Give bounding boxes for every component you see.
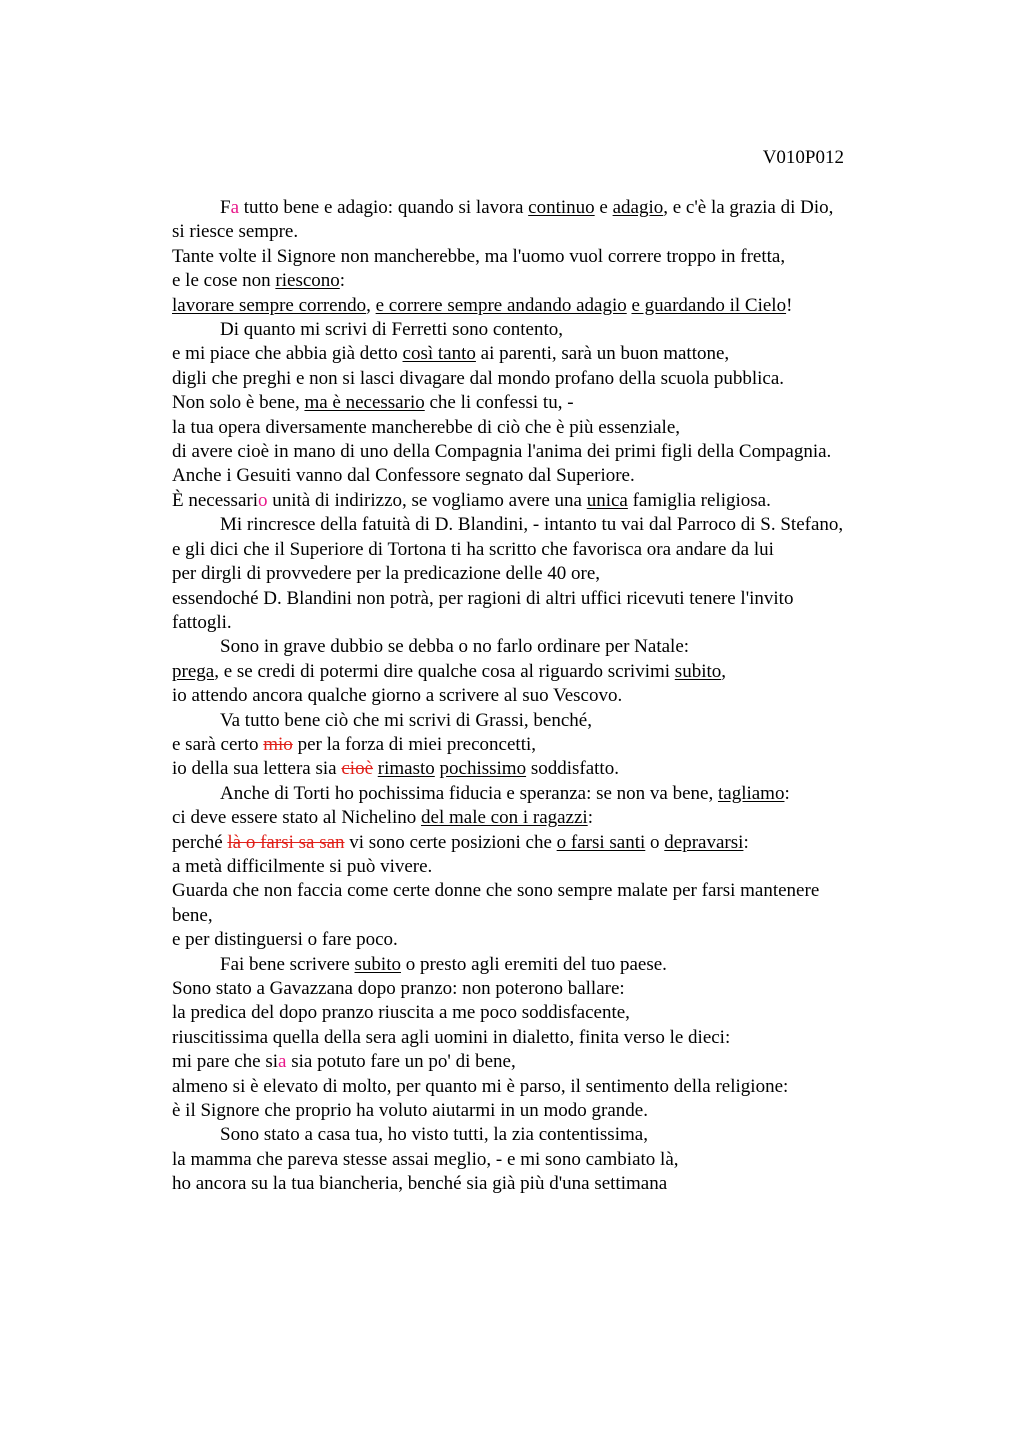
text-line: è il Signore che proprio ha voluto aiutarmi in un modo grande. bbox=[172, 1100, 648, 1122]
text-line: bene, bbox=[172, 904, 213, 926]
text-line: digli che preghi e non si lasci divagare dal mondo profano della scuola pubblica. bbox=[172, 367, 785, 389]
text-line: Sono stato a casa tua, ho visto tutti, la zia contentissima, bbox=[220, 1124, 648, 1146]
text-line: prega, e se credi di potermi dire qualche cosa al riguardo scrivimi subito, bbox=[172, 660, 726, 682]
text-line: e le cose non riescono: bbox=[172, 270, 346, 292]
text-line: a metà difficilmente si può vivere. bbox=[172, 855, 433, 877]
text-line: ci deve essere stato al Nichelino del male con i ragazzi: bbox=[172, 807, 593, 829]
text-line: la mamma che pareva stesse assai meglio, - e mi sono cambiato là, bbox=[172, 1148, 679, 1170]
text-line: Tante volte il Signore non mancherebbe, ma l'uomo vuol correre troppo in fretta, bbox=[172, 245, 786, 267]
text-line: di avere cioè in mano di uno della Compagnia l'anima dei primi figli della Compagnia. bbox=[172, 441, 832, 463]
text-line: Non solo è bene, ma è necessario che li confessi tu, - bbox=[172, 392, 574, 414]
text-line: ho ancora su la tua biancheria, benché sia già più d'una settimana bbox=[172, 1173, 668, 1195]
text-line: perché là o farsi sa san vi sono certe posizioni che o farsi santi o depravarsi: bbox=[172, 831, 749, 853]
text-line: Va tutto bene ciò che mi scrivi di Grassi, benché, bbox=[220, 709, 592, 731]
text-line: io della sua lettera sia cioè rimasto pochissimo soddisfatto. bbox=[172, 758, 619, 780]
text-line: essendoché D. Blandini non potrà, per ragioni di altri uffici ricevuti tenere l'invito bbox=[172, 587, 794, 609]
letter-body bbox=[172, 196, 902, 1197]
text-line: almeno si è elevato di molto, per quanto mi è parso, il sentimento della religione: bbox=[172, 1075, 789, 1097]
text-line: io attendo ancora qualche giorno a scrivere al suo Vescovo. bbox=[172, 685, 623, 707]
page-id: V010P012 bbox=[762, 147, 844, 168]
text-line: Guarda che non faccia come certe donne che sono sempre malate per farsi mantenere bbox=[172, 880, 820, 902]
text-line: e gli dici che il Superiore di Tortona ti ha scritto che favorisca ora andare da lui bbox=[172, 538, 774, 560]
text-line: Sono in grave dubbio se debba o no farlo ordinare per Natale: bbox=[220, 636, 690, 658]
text-line: e sarà certo mio per la forza di miei preconcetti, bbox=[172, 733, 536, 755]
text-line: fattogli. bbox=[172, 611, 232, 633]
text-line: lavorare sempre correndo, e correre sempre andando adagio e guardando il Cielo! bbox=[172, 294, 793, 316]
text-line: la tua opera diversamente mancherebbe di ciò che è più essenziale, bbox=[172, 416, 681, 438]
text-line: È necessario unità di indirizzo, se vogliamo avere una unica famiglia religiosa. bbox=[172, 489, 771, 511]
text-line: Anche di Torti ho pochissima fiducia e speranza: se non va bene, tagliamo: bbox=[220, 782, 790, 804]
text-line: e per distinguersi o fare poco. bbox=[172, 929, 398, 951]
text-line: la predica del dopo pranzo riuscita a me poco soddisfacente, bbox=[172, 1002, 630, 1024]
text-line: mi pare che sia sia potuto fare un po' di bene, bbox=[172, 1051, 516, 1073]
text-line: riuscitissima quella della sera agli uomini in dialetto, finita verso le dieci: bbox=[172, 1026, 731, 1048]
text-line: Di quanto mi scrivi di Ferretti sono contento, bbox=[220, 319, 564, 341]
text-line: e mi piace che abbia già detto così tanto ai parenti, sarà un buon mattone, bbox=[172, 343, 730, 365]
text-line: si riesce sempre. bbox=[172, 221, 299, 243]
text-line: Mi rincresce della fatuità di D. Blandini, - intanto tu vai dal Parroco di S. Stefano, bbox=[220, 514, 844, 536]
text-line: per dirgli di provvedere per la predicazione delle 40 ore, bbox=[172, 563, 601, 585]
text-line: Fai bene scrivere subito o presto agli eremiti del tuo paese. bbox=[220, 953, 667, 975]
text-line: Sono stato a Gavazzana dopo pranzo: non poterono ballare: bbox=[172, 978, 625, 999]
text-line: Anche i Gesuiti vanno dal Confessore segnato dal Superiore. bbox=[172, 465, 635, 487]
text-line: Fa tutto bene e adagio: quando si lavora continuo e adagio, e c'è la grazia di Dio, bbox=[220, 197, 834, 218]
